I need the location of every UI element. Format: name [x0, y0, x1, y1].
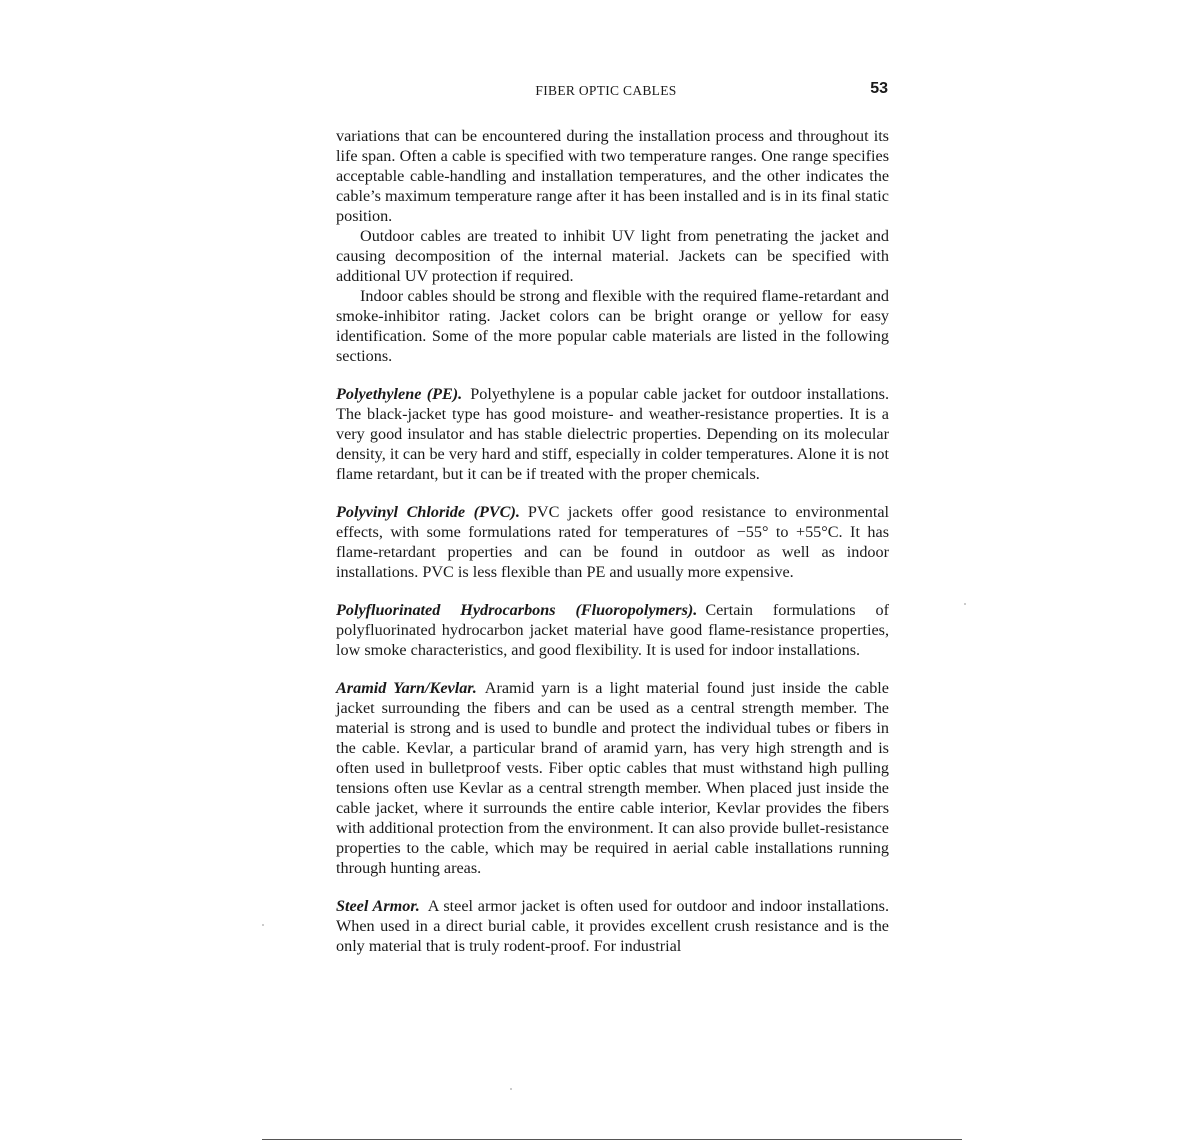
section-text: PVC jackets offer good resistance to environmental effects, with some formulations rated for temperatures of −55° to +55°C. It has flame-retardant properties and can be found in outdoor as well as indoor installations. PVC is less flexible than PE and usually more expensive.	[336, 503, 889, 581]
section-gap	[336, 366, 889, 384]
section-text: Polyethylene is a popular cable jacket for outdoor installations. The black-jacket type has good moisture- and weather-resistance properties. It is a very good insulator and has stable dielectric properties. Depending on its molecular density, it can be very hard and stiff, especially in colder temperatures. Alone it is not flame retardant, but it can be if treated with the proper chemicals.	[336, 385, 889, 483]
running-head	[336, 80, 888, 102]
scan-speck	[510, 1088, 512, 1090]
body-text	[336, 126, 889, 956]
scan-speck	[964, 603, 966, 605]
section-text: Certain formulations of polyfluorinated hydrocarbon jacket material have good flame-resistance properties, low smoke characteristics, and good flexibility. It is used for indoor installations.	[336, 601, 889, 659]
section-heading: Polyvinyl Chloride (PVC).	[336, 503, 520, 521]
section-polyethylene	[336, 384, 889, 484]
section-heading: Polyfluorinated Hydrocarbons (Fluoropolymers).	[336, 601, 698, 619]
section-gap	[336, 484, 889, 502]
paragraph-outdoor-cables: Outdoor cables are treated to inhibit UV light from penetrating the jacket and causing decomposition of the internal material. Jackets can be specified with additional UV protection if required.	[336, 227, 889, 285]
section-text: A steel armor jacket is often used for outdoor and indoor installations. When used in a direct burial cable, it provides excellent crush resistance and is the only material that is truly rodent-proof. For industrial	[336, 897, 889, 955]
section-text: Aramid yarn is a light material found just inside the cable jacket surrounding the fibers and can be used as a central strength member. The material is strong and is used to bundle and protect the individual tubes or fibers in the cable. Kevlar, a particular brand of aramid yarn, has very high strength and is often used in bulletproof vests. Fiber optic cables that must withstand high pulling tensions often use Kevlar as a central strength member. When placed just inside the cable jacket, where it surrounds the entire cable interior, Kevlar provides the fibers with additional protection from the environment. It can also provide bullet-resistance properties to the cable, which may be required in aerial cable installations running through hunting areas.	[336, 679, 889, 877]
section-fluoropolymers	[336, 600, 889, 660]
page-number: 53	[870, 80, 888, 97]
section-pvc	[336, 502, 889, 582]
section-gap	[336, 582, 889, 600]
paragraph-continuation: variations that can be encountered during the installation process and throughout its life span. Often a cable is specified with two temperature ranges. One range specifies acceptable cable-handling and installation temperatures, and the other indicates the cable’s maximum temperature range after it has been installed and is in its final static position.	[336, 127, 889, 225]
bottom-rule	[262, 1139, 962, 1140]
section-aramid-kevlar	[336, 678, 889, 878]
section-gap	[336, 878, 889, 896]
running-title: FIBER OPTIC CABLES	[535, 83, 677, 98]
section-steel-armor	[336, 896, 889, 956]
paragraph-indoor-cables: Indoor cables should be strong and flexible with the required flame-retardant and smoke-inhibitor rating. Jacket colors can be bright orange or yellow for easy identification. Some of the more popular cable materials are listed in the following sections.	[336, 287, 889, 365]
section-gap	[336, 660, 889, 678]
section-heading: Polyethylene (PE).	[336, 385, 463, 403]
section-heading: Steel Armor.	[336, 897, 420, 915]
scan-speck	[262, 924, 264, 926]
section-heading: Aramid Yarn/Kevlar.	[336, 679, 477, 697]
